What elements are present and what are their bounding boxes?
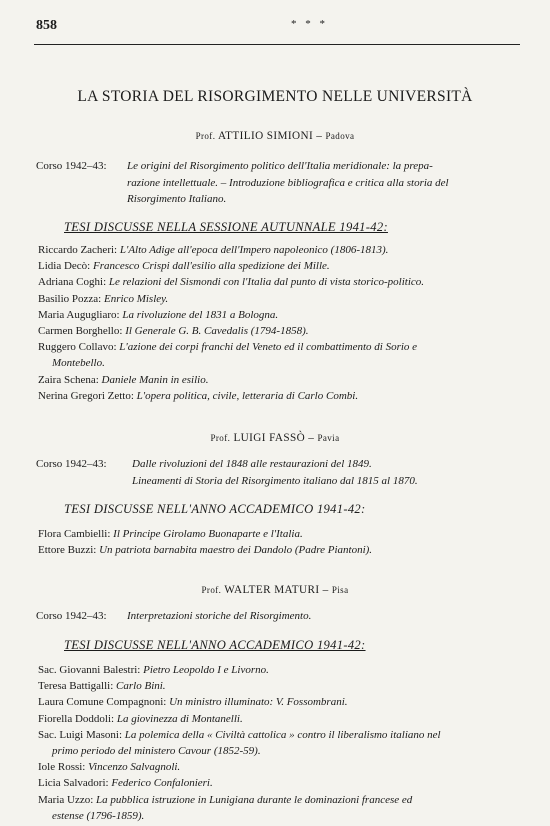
thesis-title: La giovinezza di Montanelli. [116, 712, 243, 725]
thesis-title: Daniele Manin in esilio. [101, 373, 209, 386]
theses-heading-text: TESI DISCUSSE NELLA SESSIONE AUTUNNALE 1941-42: [64, 220, 388, 234]
page-number: 858 [36, 18, 57, 33]
student-name: Lidia Decò: [38, 260, 91, 273]
student-name: Adriana Coghi: [38, 276, 107, 289]
course-line: Lineamenti di Storia del Risorgimento italiano dal 1815 al 1870. [132, 474, 418, 487]
prof-name: LUIGI FASSÒ [233, 432, 306, 444]
student-name: Ruggero Collavo: [38, 341, 117, 354]
course-label: Corso 1942–43: [36, 458, 107, 470]
theses-list-padova [38, 242, 520, 404]
thesis-title: Enrico Misley. [104, 292, 169, 305]
thesis-entry [38, 662, 520, 678]
thesis-title: Francesco Crispi dall'esilio alla spedizione dei Mille. [92, 260, 330, 273]
theses-heading-padova [64, 220, 520, 235]
thesis-entry [38, 388, 520, 404]
student-name: Ettore Buzzi: [38, 544, 97, 557]
thesis-title: L'opera politica, civile, letteraria di Carlo Combi. [136, 389, 359, 402]
thesis-entry [38, 727, 520, 759]
thesis-entry [38, 711, 520, 727]
student-name: Sac. Luigi Masoni: [38, 728, 123, 741]
thesis-title: Carlo Bini. [116, 680, 166, 693]
course-block-pisa [36, 608, 520, 626]
student-name: Flora Cambielli: [38, 528, 111, 540]
course-description [127, 608, 520, 625]
thesis-entry [38, 274, 520, 290]
prof-prefix: Prof. [195, 131, 216, 141]
thesis-title: L'azione dei corpi franchi del Veneto ed il combattimento di Sorio e [119, 341, 418, 354]
thesis-entry [38, 372, 520, 388]
student-name: Riccardo Zacheri: [38, 244, 118, 256]
page-title: LA STORIA DEL RISORGIMENTO NELLE UNIVERSITÀ [77, 88, 473, 105]
professor-heading-pavia: Prof. LUIGI FASSÒ – Pavia [210, 432, 340, 444]
student-name: Nerina Gregori Zetto: [38, 389, 134, 402]
thesis-entry [38, 526, 520, 542]
ornament: * * * [291, 18, 328, 30]
thesis-title: Pietro Leopoldo I e Livorno. [143, 664, 269, 676]
thesis-entry [38, 542, 520, 558]
thesis-title: Il Principe Girolamo Buonaparte e l'Italia. [113, 528, 303, 540]
student-name: Carmen Borghello: [38, 325, 123, 338]
thesis-entry [38, 242, 520, 258]
thesis-title-continuation: primo periodo del ministero Cavour (1852-59). [52, 745, 261, 758]
course-line: Le origini del Risorgimento politico dell'Italia meridionale: la prepa- [127, 160, 433, 172]
prof-city: Pavia [317, 433, 340, 443]
prof-name: ATTILIO SIMIONI [217, 130, 314, 142]
course-block-pavia [36, 456, 520, 490]
student-name: Sac. Giovanni Balestri: [38, 664, 141, 676]
student-name: Iole Rossi: [38, 761, 86, 774]
course-label: Corso 1942–43: [36, 160, 107, 172]
student-name: Fiorella Doddoli: [38, 712, 115, 725]
thesis-title: La rivoluzione del 1831 a Bologna. [122, 308, 279, 321]
thesis-title-continuation: estense (1796-1859). [52, 809, 145, 822]
thesis-entry [38, 678, 520, 694]
theses-heading-text: TESI DISCUSSE NELL'ANNO ACCADEMICO 1941-42: [64, 638, 366, 652]
course-description [127, 158, 520, 208]
thesis-title-continuation: Montebello. [52, 357, 105, 370]
prof-prefix: Prof. [201, 585, 222, 595]
course-line: razione intellettuale. – Introduzione bibliografica e critica alla storia del [127, 176, 449, 189]
professor-heading-padova: Prof. ATTILIO SIMIONI – Padova [195, 130, 355, 142]
header-rule [34, 44, 520, 45]
thesis-title: Federico Confalonieri. [111, 777, 213, 790]
thesis-title: La pubblica istruzione in Lunigiana durante le dominazioni francese ed [96, 793, 413, 806]
thesis-title: Il Generale G. B. Cavedalis (1794-1858). [125, 325, 309, 338]
thesis-title: La polemica della « Civiltà cattolica » contro il liberalismo italiano nel [124, 728, 441, 741]
thesis-entry [38, 694, 520, 710]
prof-name: WALTER MATURI [224, 584, 320, 596]
student-name: Licia Salvadori: [38, 777, 109, 790]
thesis-entry [38, 775, 520, 791]
thesis-title: Un patriota barnabita maestro dei Dandolo (Padre Piantoni). [99, 544, 373, 557]
thesis-title: Le relazioni del Sismondi con l'Italia dal punto di vista storico-politico. [108, 276, 425, 289]
thesis-entry [38, 792, 520, 824]
theses-list-pavia [38, 526, 520, 558]
theses-list-pisa [38, 662, 520, 824]
prof-city: Pisa [331, 585, 349, 595]
theses-heading-pisa [64, 638, 520, 653]
thesis-title: Vincenzo Salvagnoli. [88, 761, 181, 774]
student-name: Teresa Battigalli: [38, 680, 114, 693]
thesis-entry [38, 339, 520, 371]
thesis-title: L'Alto Adige all'epoca dell'Impero napoleonico (1806-1813). [119, 244, 389, 256]
student-name: Basilio Pozza: [38, 292, 102, 305]
prof-prefix: Prof. [210, 433, 231, 443]
course-description [132, 456, 520, 489]
student-name: Maria Augugliaro: [38, 308, 120, 321]
course-line: Dalle rivoluzioni del 1848 alle restaurazioni del 1849. [132, 458, 372, 470]
student-name: Maria Uzzo: [38, 793, 94, 806]
thesis-entry [38, 307, 520, 323]
course-label: Corso 1942–43: [36, 610, 107, 622]
thesis-title: Un ministro illuminato: V. Fossombrani. [169, 696, 348, 709]
professor-heading-pisa: Prof. WALTER MATURI – Pisa [201, 584, 349, 596]
prof-city: Padova [325, 131, 355, 141]
theses-heading-text: TESI DISCUSSE NELL'ANNO ACCADEMICO 1941-42: [64, 502, 366, 516]
course-line: Risorgimento Italiano. [127, 193, 227, 205]
thesis-entry [38, 759, 520, 775]
course-block-padova [36, 158, 520, 208]
student-name: Laura Comune Compagnoni: [38, 696, 167, 709]
course-line: Interpretazioni storiche del Risorgimento. [127, 610, 312, 622]
thesis-entry [38, 258, 520, 274]
thesis-entry [38, 323, 520, 339]
thesis-entry [38, 291, 520, 307]
running-head [36, 18, 520, 34]
student-name: Zaira Schena: [38, 373, 99, 386]
theses-heading-pavia [64, 502, 520, 517]
